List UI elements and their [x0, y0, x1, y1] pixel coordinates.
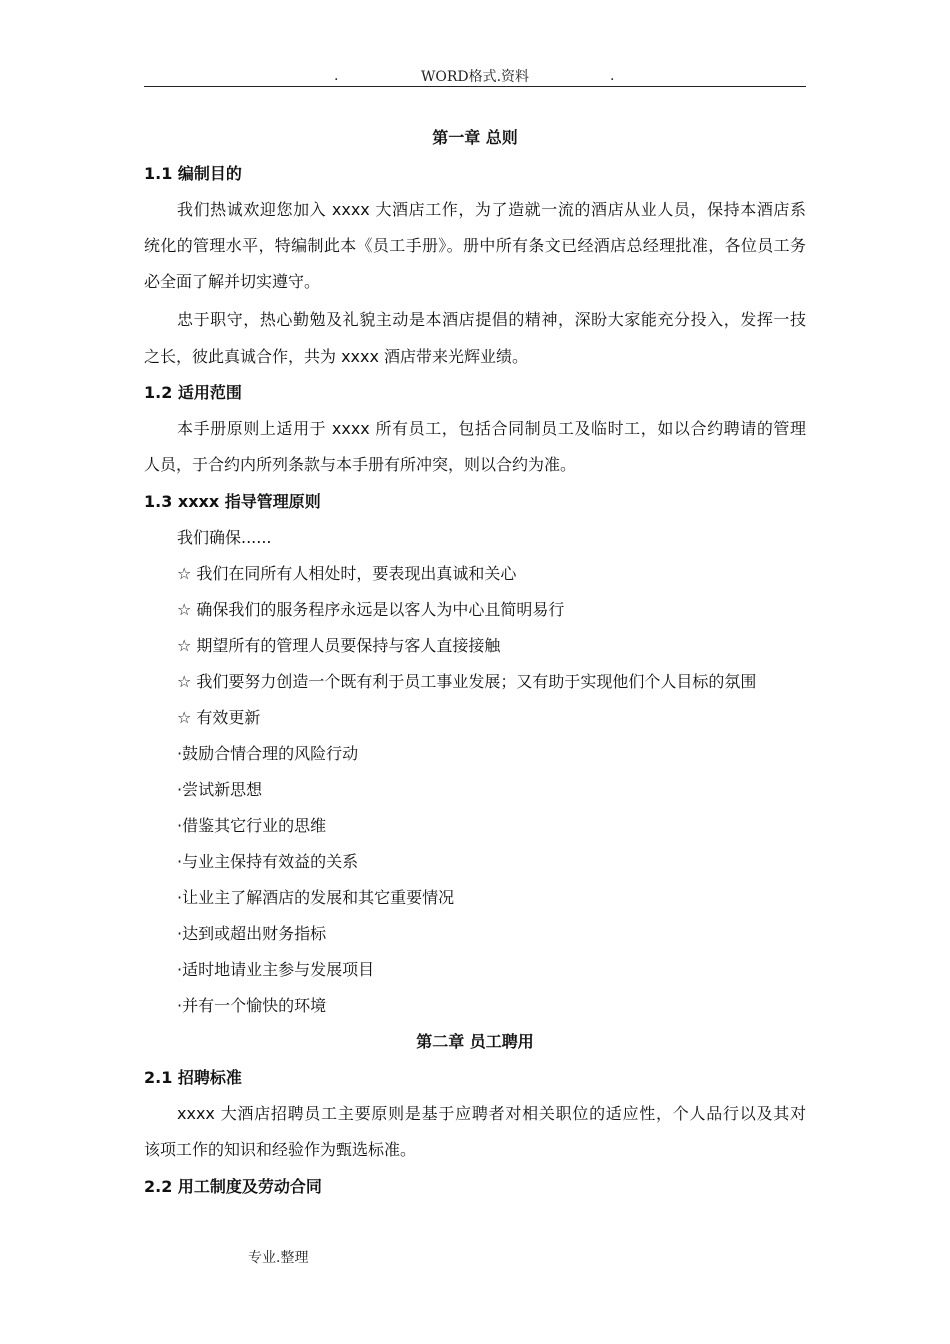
star-list-item: ☆ 有效更新 [177, 708, 261, 727]
paragraph-line: 之长，彼此真诚合作，共为 xxxx 酒店带来光辉业绩。 [144, 347, 529, 366]
chapter-1-title: 第一章 总则 [432, 128, 518, 147]
list-intro: 我们确保...... [177, 528, 272, 547]
star-list-item: ☆ 确保我们的服务程序永远是以客人为中心且简明易行 [177, 600, 565, 619]
paragraph-line: xxxx 大酒店招聘员工主要原则是基于应聘者对相关职位的适应性，个人品行以及其对 [177, 1104, 806, 1123]
dot-list-item: ·并有一个愉快的环境 [177, 996, 327, 1015]
section-1-2-heading: 1.2 适用范围 [144, 383, 242, 402]
chapter-2-title: 第二章 员工聘用 [416, 1032, 534, 1051]
dot-list-item: ·尝试新思想 [177, 780, 263, 799]
dot-list-item: ·让业主了解酒店的发展和其它重要情况 [177, 888, 455, 907]
dot-list-item: ·鼓励合情合理的风险行动 [177, 744, 359, 763]
header-left-mark: . [334, 68, 339, 84]
header-title: WORD格式.资料 [420, 69, 530, 85]
section-2-2-heading: 2.2 用工制度及劳动合同 [144, 1177, 322, 1196]
star-list-item: ☆ 我们要努力创造一个既有利于员工事业发展；又有助于实现他们个人目标的氛围 [177, 672, 757, 691]
paragraph-line: 忠于职守，热心勤勉及礼貌主动是本酒店提倡的精神，深盼大家能充分投入，发挥一技 [177, 310, 806, 329]
paragraph-line: 该项工作的知识和经验作为甄选标准。 [144, 1140, 417, 1159]
paragraph-line: 我们热诚欢迎您加入 xxxx 大酒店工作，为了造就一流的酒店从业人员，保持本酒店系 [177, 200, 806, 219]
dot-list-item: ·适时地请业主参与发展项目 [177, 960, 375, 979]
section-1-3-heading: 1.3 xxxx 指导管理原则 [144, 492, 321, 511]
header-right-mark: . [610, 68, 615, 84]
dot-list-item: ·达到或超出财务指标 [177, 924, 327, 943]
paragraph-line: 人员，于合约内所列条款与本手册有所冲突，则以合约为准。 [144, 455, 577, 474]
paragraph-line: 必全面了解并切实遵守。 [144, 272, 321, 291]
star-list-item: ☆ 期望所有的管理人员要保持与客人直接接触 [177, 636, 501, 655]
paragraph-line: 本手册原则上适用于 xxxx 所有员工，包括合同制员工及临时工，如以合约聘请的管理 [177, 419, 806, 438]
star-list-item: ☆ 我们在同所有人相处时，要表现出真诚和关心 [177, 564, 517, 583]
paragraph-line: 统化的管理水平，特编制此本《员工手册》。册中所有条文已经酒店总经理批准，各位员工务 [144, 236, 806, 255]
page-header [144, 64, 806, 87]
dot-list-item: ·借鉴其它行业的思维 [177, 816, 327, 835]
page-footer: 专业.整理 [248, 1250, 309, 1266]
dot-list-item: ·与业主保持有效益的关系 [177, 852, 359, 871]
section-1-1-heading: 1.1 编制目的 [144, 164, 242, 183]
section-2-1-heading: 2.1 招聘标准 [144, 1068, 242, 1087]
